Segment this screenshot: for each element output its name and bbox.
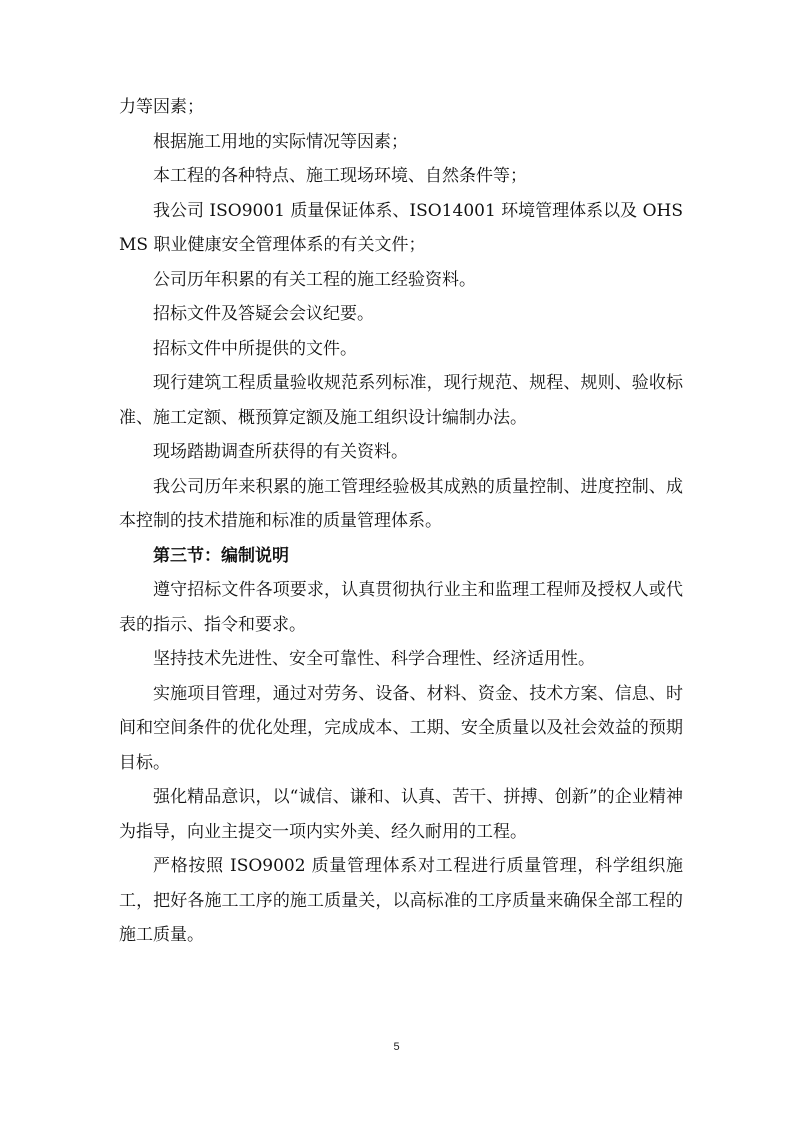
paragraph-7: 招标文件中所提供的文件。 <box>153 338 357 359</box>
paragraph-9: 现场踏勘调查所获得的有关资料。 <box>153 442 408 462</box>
paragraph-8: 现行建筑工程质量验收规范系列标准，现行规范、规程、规则、验收标准、施工定额、概预算定额及施工组织设计编制办法。 <box>119 373 683 428</box>
paragraph-2: 根据施工用地的实际情况等因素； <box>153 131 408 152</box>
paragraph-12: 坚持技术先进性、安全可靠性、科学合理性、经济适用性。 <box>153 649 595 669</box>
paragraph-15: 严格按照 ISO9002 质量管理体系对工程进行质量管理，科学组织施工，把好各施工工序的施工质量关，以高标准的工序质量来确保全部工程的施工质量。 <box>119 856 683 945</box>
paragraph-1: 力等因素； <box>119 97 204 117</box>
document-body <box>119 90 683 953</box>
paragraph-13: 实施项目管理，通过对劳务、设备、材料、资金、技术方案、信息、时间和空间条件的优化处理，完成成本、工期、安全质量以及社会效益的预期目标。 <box>119 683 683 773</box>
paragraph-5: 公司历年积累的有关工程的施工经验资料。 <box>153 269 476 290</box>
paragraph-11: 遵守招标文件各项要求，认真贯彻执行业主和监理工程师及授权人或代表的指示、指令和要求。 <box>119 580 683 635</box>
paragraph-3: 本工程的各种特点、施工现场环境、自然条件等； <box>153 166 527 186</box>
paragraph-6: 招标文件及答疑会会议纪要。 <box>153 304 374 324</box>
paragraph-14: 强化精品意识，以“诚信、谦和、认真、苦干、拼搏、创新”的企业精神为指导，向业主提交一项内实外美、经久耐用的工程。 <box>119 787 683 842</box>
section-heading: 第三节：编制说明 <box>153 545 289 566</box>
paragraph-10: 我公司历年来积累的施工管理经验极其成熟的质量控制、进度控制、成本控制的技术措施和标准的质量管理体系。 <box>119 476 683 531</box>
paragraph-4: 我公司 ISO9001 质量保证体系、ISO14001 环境管理体系以及 OHSMS 职业健康安全管理体系的有关文件； <box>119 200 683 255</box>
page-number: 5 <box>393 1041 400 1053</box>
